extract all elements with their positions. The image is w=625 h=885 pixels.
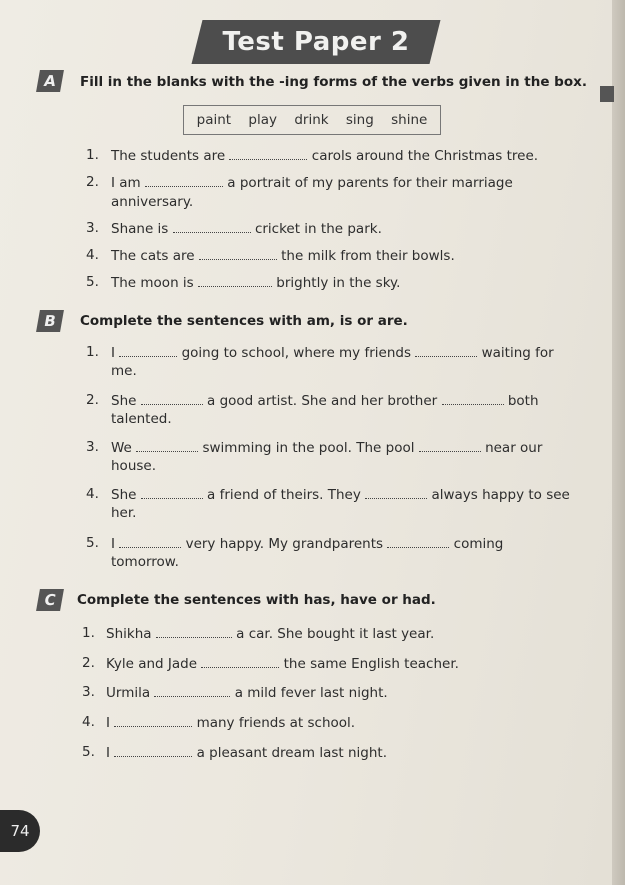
verb-word: shine bbox=[391, 112, 428, 128]
verb-word: drink bbox=[294, 112, 329, 128]
list-item bbox=[106, 625, 434, 642]
verb-word: sing bbox=[345, 112, 374, 128]
answer-blank[interactable] bbox=[199, 247, 277, 260]
answer-blank[interactable] bbox=[419, 439, 481, 452]
sentence-start: Kyle and Jade bbox=[106, 656, 198, 672]
section-c-instruction: Complete the sentences with has, have or had. bbox=[77, 592, 436, 608]
sentence-start: The students are bbox=[111, 148, 226, 164]
item-number: 3. bbox=[82, 684, 95, 700]
item-number: 2. bbox=[86, 174, 99, 190]
answer-blank[interactable] bbox=[141, 392, 203, 405]
list-item bbox=[111, 392, 539, 409]
page-number: 74 bbox=[0, 810, 40, 852]
answer-blank[interactable] bbox=[145, 174, 223, 187]
answer-blank[interactable] bbox=[154, 684, 230, 697]
section-a-marker: A bbox=[36, 70, 64, 92]
sentence-continuation: talented. bbox=[111, 411, 172, 427]
answer-blank[interactable] bbox=[442, 392, 504, 405]
sentence-part: very happy. My grandparents bbox=[185, 536, 384, 552]
section-b-marker: B bbox=[36, 310, 64, 332]
item-number: 2. bbox=[86, 392, 99, 408]
item-number: 1. bbox=[82, 625, 95, 641]
sentence-end: cricket in the park. bbox=[254, 221, 382, 237]
item-number: 4. bbox=[86, 486, 99, 502]
sentence-continuation: me. bbox=[111, 363, 137, 379]
list-item bbox=[111, 247, 455, 264]
sentence-part: I bbox=[111, 536, 115, 552]
sentence-end: a portrait of my parents for their marriage bbox=[227, 175, 513, 191]
list-item bbox=[111, 147, 538, 164]
list-item bbox=[111, 220, 382, 237]
sentence-part: a good artist. She and her brother bbox=[207, 393, 438, 409]
answer-blank[interactable] bbox=[136, 439, 198, 452]
sentence-end: brightly in the sky. bbox=[276, 275, 401, 291]
sentence-continuation: her. bbox=[111, 505, 137, 521]
sentence-end: many friends at school. bbox=[196, 715, 356, 731]
sentence-end: a mild fever last night. bbox=[234, 685, 388, 701]
answer-blank[interactable] bbox=[365, 486, 427, 499]
section-b-instruction: Complete the sentences with am, is or are. bbox=[80, 313, 408, 329]
verb-word: play bbox=[248, 112, 278, 128]
book-spine bbox=[612, 0, 625, 885]
sentence-part: coming bbox=[453, 536, 504, 552]
answer-blank[interactable] bbox=[201, 655, 279, 668]
item-number: 5. bbox=[82, 744, 95, 760]
sentence-start: I am bbox=[111, 175, 141, 191]
answer-blank[interactable] bbox=[141, 486, 203, 499]
sentence-part: both bbox=[507, 393, 539, 409]
item-number: 4. bbox=[86, 247, 99, 263]
sentence-part: going to school, where my friends bbox=[181, 345, 411, 361]
list-item bbox=[111, 486, 570, 503]
section-a-instruction: Fill in the blanks with the -ing forms of the verbs given in the box. bbox=[80, 74, 587, 90]
sentence-part: She bbox=[111, 393, 137, 409]
sentence-continuation: house. bbox=[111, 458, 157, 474]
verb-box bbox=[183, 105, 441, 135]
list-item bbox=[111, 174, 513, 191]
sentence-end: the milk from their bowls. bbox=[281, 248, 455, 264]
sentence-end: a pleasant dream last night. bbox=[196, 745, 387, 761]
page-title: Test Paper 2 bbox=[222, 27, 410, 57]
answer-blank[interactable] bbox=[114, 744, 192, 757]
sentence-start: I bbox=[106, 745, 110, 761]
item-number: 1. bbox=[86, 344, 99, 360]
list-item bbox=[111, 439, 542, 456]
sentence-end: a car. She bought it last year. bbox=[236, 626, 435, 642]
edge-tab bbox=[600, 86, 614, 102]
list-item bbox=[106, 655, 459, 672]
sentence-start: Shikha bbox=[106, 626, 152, 642]
answer-blank[interactable] bbox=[156, 625, 232, 638]
sentence-start: The cats are bbox=[111, 248, 195, 264]
sentence-part: waiting for bbox=[481, 345, 554, 361]
answer-blank[interactable] bbox=[119, 344, 177, 357]
sentence-part: near our bbox=[485, 440, 543, 456]
sentence-continuation: anniversary. bbox=[111, 194, 194, 210]
list-item bbox=[111, 344, 554, 361]
sentence-continuation: tomorrow. bbox=[111, 554, 179, 570]
verb-word: paint bbox=[196, 112, 232, 128]
answer-blank[interactable] bbox=[114, 714, 192, 727]
sentence-start: Urmila bbox=[106, 685, 151, 701]
sentence-end: the same English teacher. bbox=[283, 656, 459, 672]
answer-blank[interactable] bbox=[229, 147, 307, 160]
list-item bbox=[111, 274, 400, 291]
sentence-start: The moon is bbox=[111, 275, 194, 291]
item-number: 5. bbox=[86, 274, 99, 290]
sentence-part: a friend of theirs. They bbox=[207, 487, 361, 503]
item-number: 4. bbox=[82, 714, 95, 730]
item-number: 2. bbox=[82, 655, 95, 671]
sentence-start: I bbox=[106, 715, 110, 731]
answer-blank[interactable] bbox=[173, 220, 251, 233]
sentence-part: We bbox=[111, 440, 132, 456]
item-number: 3. bbox=[86, 220, 99, 236]
item-number: 3. bbox=[86, 439, 99, 455]
item-number: 1. bbox=[86, 147, 99, 163]
answer-blank[interactable] bbox=[387, 535, 449, 548]
sentence-end: carols around the Christmas tree. bbox=[311, 148, 539, 164]
sentence-part: swimming in the pool. The pool bbox=[202, 440, 415, 456]
list-item bbox=[111, 535, 503, 552]
sentence-start: Shane is bbox=[111, 221, 169, 237]
list-item bbox=[106, 684, 388, 701]
answer-blank[interactable] bbox=[119, 535, 181, 548]
sentence-part: I bbox=[111, 345, 115, 361]
sentence-part: always happy to see bbox=[431, 487, 570, 503]
section-c-marker: C bbox=[36, 589, 64, 611]
answer-blank[interactable] bbox=[415, 344, 477, 357]
list-item bbox=[106, 744, 387, 761]
item-number: 5. bbox=[86, 535, 99, 551]
list-item bbox=[106, 714, 355, 731]
answer-blank[interactable] bbox=[198, 274, 272, 287]
sentence-part: She bbox=[111, 487, 137, 503]
